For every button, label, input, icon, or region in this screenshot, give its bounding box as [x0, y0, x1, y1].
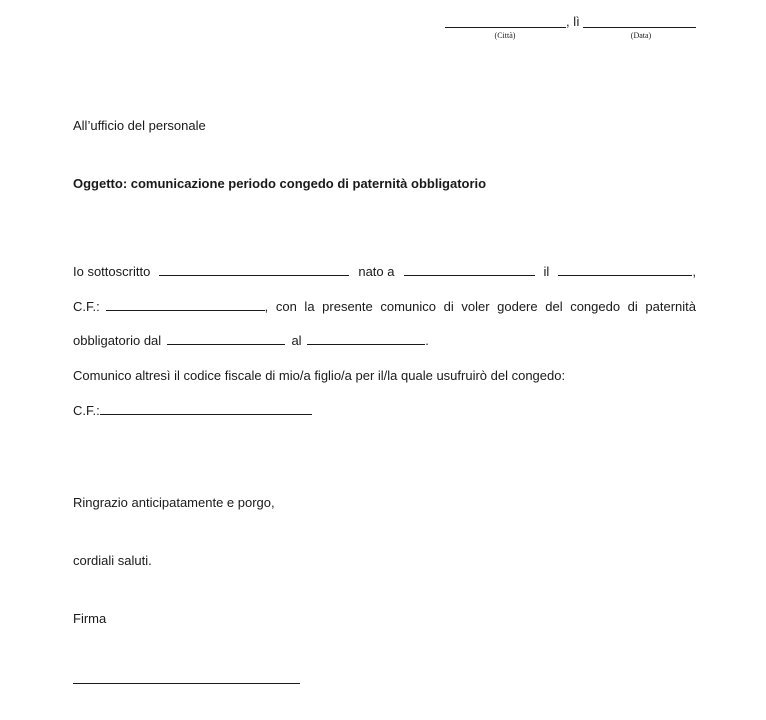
body-line-5	[73, 402, 312, 419]
recipient-line: All’ufficio del personale	[73, 118, 206, 133]
date-caption: (Data)	[630, 31, 652, 40]
il-label: il	[543, 264, 550, 279]
body-line-4: Comunico altresì il codice fiscale di mio/a figlio/a per il/la quale usufruirò del congedo:	[73, 368, 566, 383]
city-blank[interactable]	[445, 15, 566, 28]
comma-li-text: , lì	[566, 14, 580, 29]
cf-blank[interactable]	[106, 298, 265, 311]
end-date-blank[interactable]	[307, 332, 425, 345]
start-date-blank[interactable]	[167, 332, 285, 345]
birthplace-blank[interactable]	[404, 263, 535, 276]
nato-a-label: nato a	[358, 264, 395, 279]
subject-line: Oggetto: comunicazione periodo congedo di paternità obbligatorio	[73, 176, 487, 191]
child-cf-blank[interactable]	[100, 402, 312, 415]
birthdate-group	[558, 263, 696, 280]
cf-label: C.F.:	[73, 299, 100, 314]
line3-period: .	[425, 333, 429, 348]
line1-comma: ,	[692, 264, 696, 279]
body-line-2	[73, 298, 696, 315]
child-cf-label: C.F.:	[73, 403, 100, 418]
closing-thanks: Ringrazio anticipatamente e porgo,	[73, 495, 275, 510]
io-sottoscritto-label: Io sottoscritto	[73, 264, 151, 279]
body-line-3	[73, 332, 429, 349]
birthdate-blank[interactable]	[558, 263, 692, 276]
signature-label: Firma	[73, 611, 107, 626]
closing-regards: cordiali saluti.	[73, 553, 152, 568]
date-blank[interactable]	[583, 15, 696, 28]
signature-blank[interactable]	[73, 671, 300, 684]
name-blank[interactable]	[159, 263, 349, 276]
body-line-1	[73, 263, 696, 280]
city-caption: (Città)	[494, 31, 516, 40]
obbligatorio-dal-label: obbligatorio dal	[73, 333, 162, 348]
line2-text: , con la presente comunico di voler godere del congedo di paternità	[264, 299, 696, 314]
al-label: al	[291, 333, 302, 348]
